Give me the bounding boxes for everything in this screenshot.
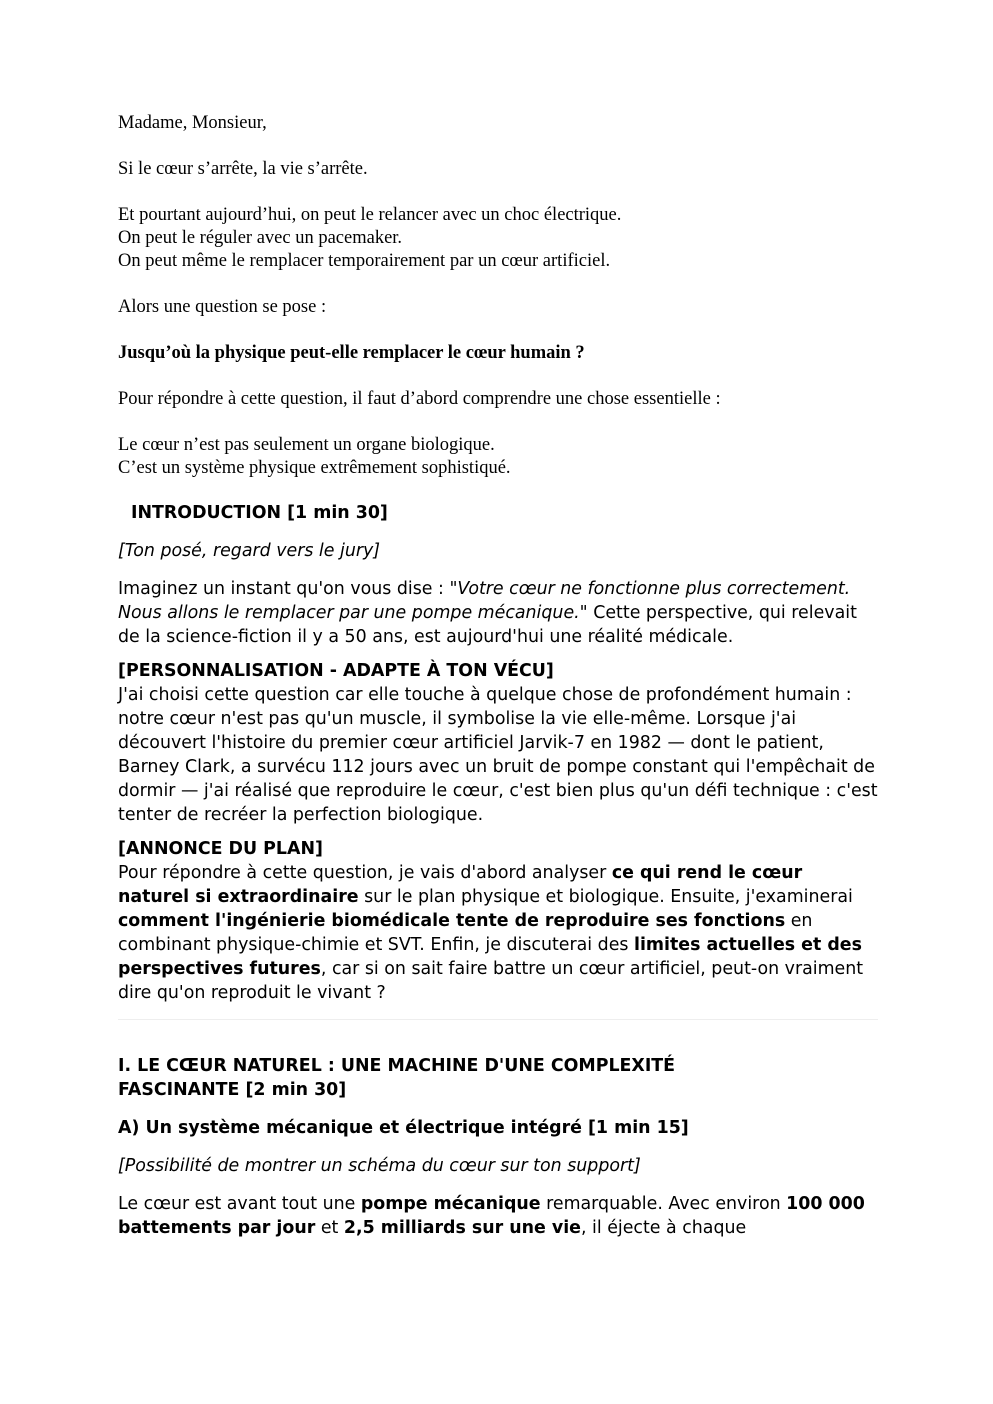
text-run: sur le plan physique et biologique. Ensuite, j'examinerai [358, 887, 853, 907]
intro-paragraph [118, 577, 878, 649]
document-page [118, 112, 878, 1240]
text-run: et [315, 1218, 344, 1238]
bold-run: comment l'ingénierie biomédicale tente de reproduire ses fonctions [118, 911, 786, 931]
text-run: Pour répondre à cette question, je vais d'abord analyser [118, 863, 612, 883]
text-line: Le cœur n’est pas seulement un organe biologique. [118, 435, 495, 455]
text-run: Cette perspective, qui relevait de la science-fiction il y a 50 ans, est aujourd'hui une réalité médicale. [118, 603, 857, 647]
greeting: Madame, Monsieur, [118, 113, 267, 133]
bold-run: 100 000 battements par jour [118, 1194, 865, 1238]
text-run: Imaginez un instant qu'on vous dise : [118, 579, 450, 599]
personalisation-paragraph: J'ai choisi cette question car elle touche à quelque chose de profondément humain : notre cœur n'est pas qu'un muscle, il symbolise la vie elle-même. Lorsque j'ai découvert l'histoire du premier cœur artificiel Jarvik-7 en 1982 — dont le patient, Barney Clark, a survécu 112 jours avec un bruit de pompe constant qui l'empêchait de dormir — j'ai réalisé que reproduire le cœur, c'est bien plus qu'un défi technique : c'est tenter de recréer la perfection biologique. [118, 685, 878, 825]
answer-intro-line: Pour répondre à cette question, il faut d’abord comprendre une chose essentielle : [118, 389, 721, 409]
letter-section [118, 112, 878, 480]
quote-text: "Votre cœur ne fonctionne plus correctement. Nous allons le remplacer par une pompe mécanique." [118, 579, 851, 623]
part1-heading: I. LE CŒUR NATUREL : UNE MACHINE D'UNE COMPLEXITÉ FASCINANTE [2 min 30] [118, 1056, 676, 1100]
bold-run: limites actuelles et des perspectives futures [118, 935, 862, 979]
intro-heading: INTRODUCTION [1 min 30] [131, 503, 388, 523]
text-run: , il éjecte à chaque [580, 1218, 747, 1238]
part1-subheading-a: A) Un système mécanique et électrique intégré [1 min 15] [118, 1118, 689, 1138]
opening-line: Si le cœur s’arrête, la vie s’arrête. [118, 159, 368, 179]
paragraph-heart-system [118, 434, 878, 480]
text-line: Et pourtant aujourd’hui, on peut le relancer avec un choc électrique. [118, 205, 622, 225]
part1-paragraph [118, 1192, 878, 1240]
text-line: On peut même le remplacer temporairement par un cœur artificiel. [118, 251, 611, 271]
text-run: remarquable. Avec environ [540, 1194, 787, 1214]
text-line: On peut le réguler avec un pacemaker. [118, 228, 403, 248]
paragraph-interventions [118, 204, 878, 273]
central-question: Jusqu’où la physique peut-elle remplacer le cœur humain ? [118, 343, 585, 363]
part1-section [118, 1054, 878, 1240]
bold-run: 2,5 milliards sur une vie [343, 1218, 581, 1238]
intro-section [118, 501, 878, 1020]
plan-paragraph [118, 861, 878, 1005]
bold-run: ce qui rend le cœur naturel si extraordinaire [118, 863, 803, 907]
part1-stage-note: [Possibilité de montrer un schéma du cœur sur ton support] [118, 1156, 641, 1176]
text-run: , car si on sait faire battre un cœur artificiel, peut-on vraiment dire qu'on reproduit le vivant ? [118, 959, 864, 1003]
question-intro-line: Alors une question se pose : [118, 297, 327, 317]
text-line: C’est un système physique extrêmement sophistiqué. [118, 458, 511, 478]
text-run: Le cœur est avant tout une [118, 1194, 361, 1214]
text-run: en combinant physique-chimie et SVT. Enfin, je discuterai des [118, 911, 813, 955]
intro-stage-note: [Ton posé, regard vers le jury] [118, 541, 381, 561]
section-divider [118, 1019, 878, 1020]
personalisation-heading: [PERSONNALISATION - ADAPTE À TON VÉCU] [118, 661, 554, 681]
bold-run: pompe mécanique [360, 1194, 541, 1214]
plan-heading: [ANNONCE DU PLAN] [118, 839, 323, 859]
